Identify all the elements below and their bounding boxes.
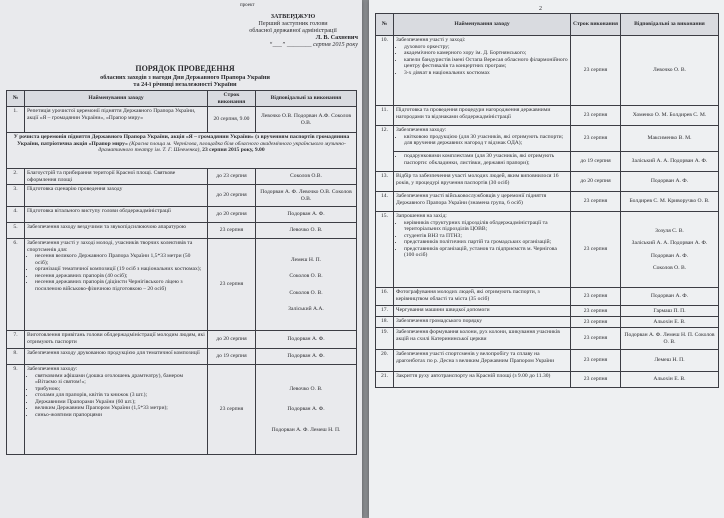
list-item: • великим Державним Прапором України (1,5*33 метри); [35, 405, 205, 412]
table-row: 9. Забезпечення заходу: • святковими афішами (дошка оголошень драмтеатру), банером «Вітаємо зі святом!»; • трибуною; • столами для прапорів, квітів та книжок (3 шт.); • Державними Прапорами України (60 шт.); • великим Державним Прапором України (1,5*33 метри); • синьо-жовтими прапорцями 23 серпня Левочко О. В. Подорван А. Ф. Подорван А. Ф. Лемеш Н. П. [7, 365, 357, 455]
ceremony-section-row [7, 133, 357, 169]
list-item: • подарунковими комплектами (для 30 учасників, які отримують паспорти: обкладинки, листівки, державні прапори); [404, 153, 568, 166]
list-item: • Державними Прапорами України (60 шт.); [35, 399, 205, 406]
table-header-row: № Найменування заходу Строк виконання Відповідальні за виконання [376, 14, 719, 36]
table-row: 3. Підготовка сценарію проведення заходу до 20 серпня Подорван А. Ф. Левочко О.В. Соколов О.В. [7, 185, 357, 207]
table-row: 17. Чергування машини швидкої допомоги 23 серпня Гармаш П. П. [376, 306, 719, 317]
table-row: 10. Забезпечення участі у заході: • духового оркестру; • академічного камерного хору ім. Д. Бортнянського; • капели бандуристів імені Остапа Вересая обласного філармонійного центру фестивалів та концертних програм; • 3-х дівчат в національних костюмах 23 серпня Левочко О. В. [376, 36, 719, 106]
ceremony-date: 23 серпня 2015 року, 9.00 [202, 147, 265, 153]
table-row: • подарунковими комплектами (для 30 учасників, які отримують паспорти: обкладинки, листівки, державні прапори); до 19 серпня Заліський А. А. Подорван А. Ф. [376, 152, 719, 172]
document-page-right [369, 0, 724, 518]
table-row: 5. Забезпечення заходу вездучими та звукопідсилюючою апаратурою 23 серпня Левочко О. В. [7, 223, 357, 239]
list-item: • духового оркестру; [404, 44, 568, 51]
table-row: 16. Фотографування молодих людей, які отримують паспорти, з керівництвом області та міста (35 осіб) 23 серпня Подорван А. Ф. [376, 288, 719, 306]
document-title: ПОРЯДОК ПРОВЕДЕННЯ [135, 64, 235, 73]
table-row: 21. Закриття руху автотранспорту на Красній площі (з 9.00 до 11.30) 23 серпня Альохін Е. В. [376, 372, 719, 388]
list-item: • студентів ВНЗ та ПТНЗ; [404, 233, 568, 240]
invitees-list [396, 220, 568, 259]
table-row: 12. Забезпечення заходу: • квітковою продукцією (для 30 учасників, які отримують паспорти; для вручення державних нагород т відзнак ОДА); 23 серпня Максименко В. М. [376, 126, 719, 152]
table-row: 2. Благоустрій та прибирання території Красної площі. Святкове оформлення площі до 23 серпня Соколов О.В. [7, 169, 357, 185]
list-item: • представників політичних партій та громадських організацій; [404, 239, 568, 246]
table-row: 11. Підготовка та проведення процедури нагородження державними нагородами та відзнаками облдержадміністрації 23 серпня Хоменко О. М. Болдирев С. М. [376, 106, 719, 126]
participants-list [27, 253, 205, 292]
list-item: • організації тематичної композиції (19 осіб з національних костюмах); [35, 266, 205, 273]
approval-title: ЗАТВЕРДЖУЮ [270, 13, 316, 20]
list-item: • квітковою продукцією (для 30 учасників, які отримують паспорти; для вручення державних нагород т відзнак ОДА); [404, 134, 568, 147]
table-row: 7. Виготовлення привітань голови облдержадміністрації молодим людям, які отримують паспорти до 20 серпня Подорван А. Ф. [7, 331, 357, 349]
table-row: 18. Забезпечення громадського порядку 23 серпня Альохін Е. В. [376, 317, 719, 328]
list-item: • столами для прапорів, квітів та книжок (3 шт.); [35, 392, 205, 399]
approval-line1: Перший заступник голови [258, 20, 328, 27]
list-item: • трибуною; [35, 386, 205, 393]
table-row: 8. Забезпечення заходу друкованою продукцією для тематичної композиції до 19 серпня Подорван А. Ф. [7, 349, 357, 365]
list-item: • академічного камерного хору ім. Д. Бортнянського; [404, 50, 568, 57]
header-resp: Відповідальні за виконання [256, 91, 357, 107]
performers-list [396, 44, 568, 77]
ceremony-title: У рочиста церемонія підняття Державного Прапора України, акція «Я – громадянин України» (з врученням паспортів громадянина України, патріотична акція «Прапор миру» [13, 134, 350, 147]
approval-name: Л. В. Сахневич [315, 34, 358, 41]
table-row: 4. Підготовка вітального виступу голови облдержадміністрації до 20 серпня Подорван А. Ф. [7, 207, 357, 223]
header-term: Строк виконання [208, 91, 256, 107]
list-item: • 3-х дівчат в національних костюмах [404, 70, 568, 77]
list-item: • несення державних прапорів (діціисти Чернігівського ліцею з посиленою військово-фізичною підготовкою – 20 осіб) [35, 279, 205, 292]
list-item: • керівників структурних підрозділів облдержадміністрації та територіальних підрозділів ЦОВВ; [404, 220, 568, 233]
header-name: Найменування заходу [25, 91, 208, 107]
header-num: № [7, 91, 25, 107]
list-item: • несення державних прапорів (40 осіб); [35, 273, 205, 280]
table-header-row [7, 91, 357, 107]
list-item: • синьо-жовтими прапорцями [35, 412, 205, 419]
page-number: 2 [539, 6, 542, 12]
table-row: 6. Забезпечення участі у заході молоді, учасників творчих колективів та спортсменів для: • несення великого Державного Прапора України 1,5*33 метри (50 осіб); • організації тематичної композиції (19 осіб з національних костюмах); • несення державних прапорів (40 осіб); • несення державних прапорів (діціисти Чернігівського ліцею з посиленою військово-фізичною підготовкою – 20 осіб) 23 серпня Лемеш Н. П. Соколов О. В. Соколов О. В. Заліський А.А. [7, 239, 357, 331]
list-item: • святковими афішами (дошка оголошень драмтеатру), банером «Вітаємо зі святом!»; [35, 373, 205, 386]
list-item: • несення великого Державного Прапора України 1,5*33 метри (50 осіб); [35, 253, 205, 266]
approval-line2: обласної державної адміністрації [249, 27, 337, 34]
supplies-list [27, 373, 205, 419]
document-subtitle-1: обласних заходів з нагоди Дня Державного Прапора України [100, 74, 270, 81]
document-subtitle-2: та 24-ї річниці незалежності України [133, 81, 237, 88]
list-item: • капели бандуристів імені Остапа Вересая обласного філармонійного центру фестивалів та концертних програм; [404, 57, 568, 70]
table-row: 14. Забезпечення участі військовослужбовців у церемонії підняття Державного Прапора України (знамена група, 6 осіб) 23 серпня Болдирев С. М. Криворучко О. В. [376, 192, 719, 212]
table-row: 20. Забезпечення участі спортсменів у велопробігу та сплаву на драгонботах по р. Десна з великим Державним Прапором України 23 серпня Лемеш Н. П. [376, 350, 719, 372]
table-row: 15. Запрошення на захід: • керівників структурних підрозділів облдержадміністрації та територіальних підрозділів ЦОВВ; • студентів ВНЗ та ПТНЗ; • представників політичних партій та громадських організацій; • представників організацій, установ та підприємств м. Чернігова (100 осіб) 23 серпня Зозуля С. В. Заліський А. А. Подорван А. Ф. Подорван А. Ф. Соколов О. В. [376, 212, 719, 288]
list-item: • представників організацій, установ та підприємств м. Чернігова (100 осіб) [404, 246, 568, 259]
table-row: 1. Репетиція урочистої церемонії підняття Державного Прапора України, акції «Я – громадянин України», «Прапор миру» 20 серпня, 9.00 Левочко О.В. Подорван А.Ф. Соколов О.В. [7, 107, 357, 133]
events-table-right [375, 13, 719, 388]
table-row: 13. Відбір та забезпечення участі молодих людей, яким виповнилося 16 років, у процедурі вручення паспортів (30 осіб) до 20 серпня Подорван А. Ф. [376, 172, 719, 192]
ceremony-place: (Красна площа м. Чернігова, площадка біля обласного академічного українського музично-драматичного театру ім. Т. Г. Шевченка), [98, 140, 346, 153]
table-row: 19. Забезпечення формування колони, рух колони, шикування учасників акцій на схилі Катерининської церкви 23 серпня Подорван А. Ф. Лемеш Н. П. Соколов О. В. [376, 328, 719, 350]
events-table-left [6, 90, 357, 455]
approval-block [228, 13, 358, 48]
approval-date: “___” ________ серпня 2015 року [269, 41, 358, 48]
draft-stamp: проект [240, 3, 255, 8]
